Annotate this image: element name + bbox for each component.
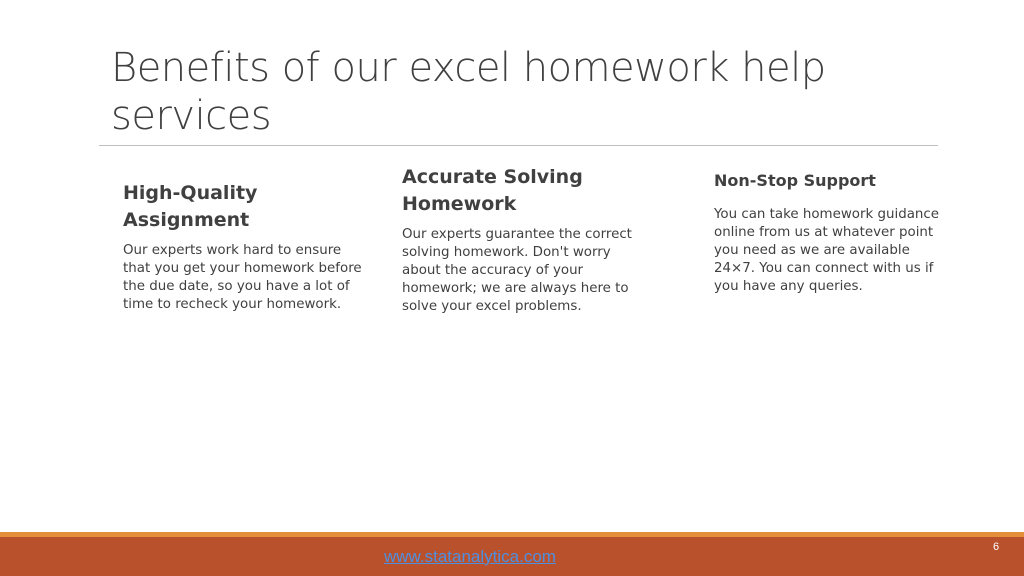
page-number: 6 bbox=[993, 541, 1000, 553]
benefit-column-accurate-solving bbox=[402, 164, 642, 316]
benefit-heading: Non-Stop Support bbox=[714, 171, 876, 190]
benefit-column-high-quality bbox=[123, 180, 363, 314]
title-divider bbox=[99, 145, 938, 146]
benefit-description: Our experts guarantee the correct solving homework. Don't worry about the accuracy of your homework; we are always here to solve your excel problems. bbox=[402, 227, 632, 314]
benefit-column-non-stop-support bbox=[714, 170, 954, 296]
benefit-heading: Accurate Solving Homework bbox=[402, 166, 583, 215]
benefit-description: You can take homework guidance online from us at whatever point you need as we are available 24×7. You can connect with us if you have any queries. bbox=[714, 207, 939, 294]
website-link[interactable]: www.statanalytica.com bbox=[384, 547, 556, 566]
slide-title: Benefits of our excel homework help services bbox=[111, 45, 826, 139]
benefit-description: Our experts work hard to ensure that you get your homework before the due date, so you have a lot of time to recheck your homework. bbox=[123, 243, 362, 312]
benefit-heading: High-Quality Assignment bbox=[123, 182, 258, 231]
